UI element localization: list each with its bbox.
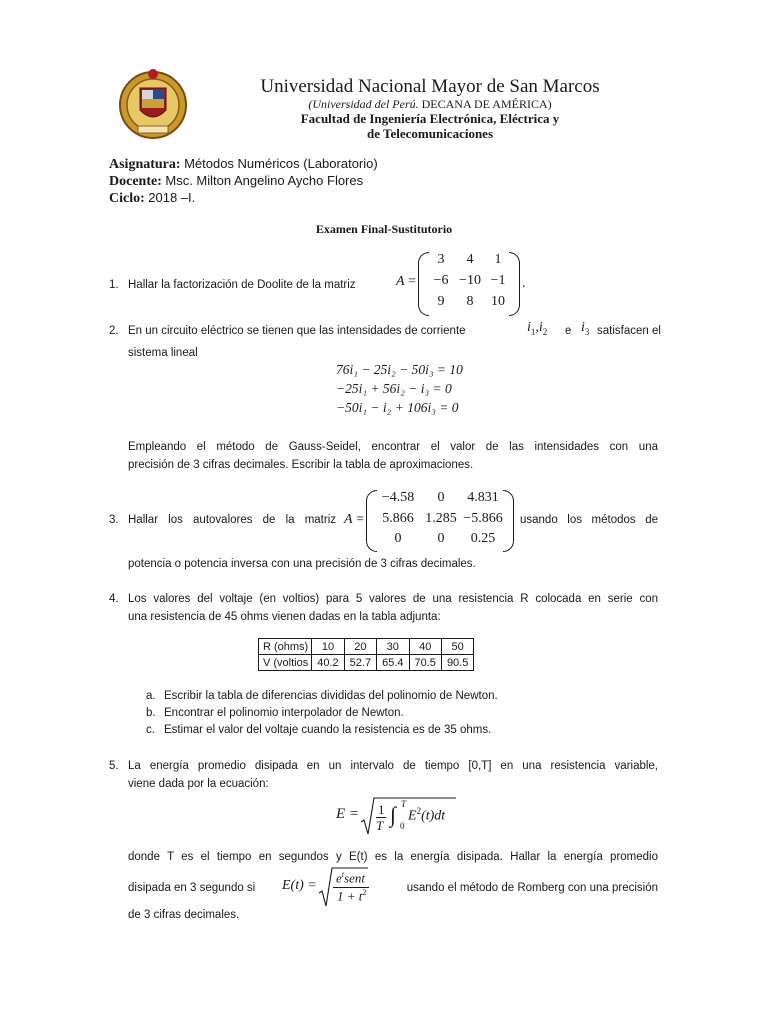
q4-item-b-text: Encontrar el polinomio interpolador de Newton.: [164, 707, 404, 719]
exam-title: Examen Final-Sustitutorio: [315, 222, 453, 236]
et-formula: [282, 866, 372, 906]
q5-paragraph-line2a: disipada en 3 segundo si: [128, 882, 256, 894]
matrix-cell: 1: [494, 252, 502, 267]
et-denominator: $1 + t^2$: [337, 888, 367, 904]
row-header-resistance: R (ohms): [259, 639, 312, 655]
q3-matrix-label: A =: [344, 512, 364, 527]
table-cell: 40.2: [312, 655, 344, 671]
q2-text: En un circuito eléctrico se tienen que las intensidades de corriente: [128, 325, 466, 337]
q2-currents: $i_1,i_2$: [527, 320, 548, 337]
matrix-cell: 9: [437, 294, 445, 309]
matrix-cell: 0: [437, 490, 445, 505]
faculty-line-1: Facultad de Ingeniería Electrónica, Eléctrica y: [300, 111, 560, 126]
et-lhs: E(t) =: [282, 878, 317, 893]
matrix-cell: 4.831: [467, 490, 499, 505]
q2-equation-3: −50i₁ − i₂ + 106i₃ = 0: [336, 400, 459, 415]
subject-label: Asignatura:: [109, 157, 181, 172]
formula-integrand: $E^2(t)dt$: [408, 806, 446, 824]
matrix-cell: 1.285: [425, 510, 457, 526]
q3-matrix-cells: [376, 490, 504, 552]
q2-current-3: $i_3$: [581, 320, 590, 337]
teacher-label: Docente:: [109, 174, 162, 189]
q2-number: 2.: [109, 325, 119, 337]
subject-value: Métodos Numéricos (Laboratorio): [184, 156, 378, 171]
table-row: [259, 639, 474, 655]
matrix-cell: 0: [394, 531, 402, 546]
subject-line: [109, 156, 378, 173]
cycle-value: 2018 –I.: [148, 190, 196, 205]
q2-text-line1: [128, 322, 516, 340]
table-cell: 40: [409, 639, 441, 655]
matrix-cell: −1: [490, 273, 506, 288]
table-cell: 65.4: [377, 655, 409, 671]
q3-text-line2: potencia o potencia inversa con una precisión de 3 cifras decimales.: [128, 558, 476, 570]
matrix-cell: 5.866: [382, 510, 414, 526]
integral-lower: 0: [400, 821, 405, 831]
table-cell: 50: [441, 639, 473, 655]
matrix-cell: −6: [433, 273, 449, 288]
q2-text-line2: sistema lineal: [128, 347, 198, 359]
q1-period: .: [522, 276, 526, 291]
matrix-cell: 10: [491, 294, 505, 309]
matrix-cell: 0.25: [470, 531, 496, 546]
q2-equation-2: −25i₁ + 56i₂ − i₃ = 0: [336, 381, 452, 396]
matrix-cell: −4.58: [381, 490, 415, 505]
q3-text-before: Hallar los autovalores de la matriz: [128, 514, 336, 526]
q2-text-tail: satisfacen el: [597, 325, 661, 337]
q4-text-line2: una resistencia de 45 ohms vienen dadas en la tabla adjunta:: [128, 611, 441, 623]
q4-item-a-marker: a.: [146, 690, 156, 702]
matrix-cell: −5.866: [463, 510, 503, 526]
table-cell: 30: [377, 639, 409, 655]
q4-item-a-text: Escribir la tabla de diferencias divididas del polinomio de Newton.: [164, 690, 498, 702]
q1-matrix-label: A =: [396, 274, 416, 289]
q2-equation-1: 76i₁ − 25i₂ − 50i₃ = 10: [336, 362, 463, 377]
formula-numerator: 1: [378, 802, 385, 817]
university-name: Universidad Nacional Mayor de San Marcos: [260, 76, 600, 97]
q1-number: 1.: [109, 279, 119, 291]
integral-sign: ∫: [390, 802, 397, 827]
table-cell: 70.5: [409, 655, 441, 671]
integral-upper: T: [401, 799, 407, 809]
table-cell: 90.5: [441, 655, 473, 671]
matrix-cell: −10: [459, 273, 481, 288]
q2-conjunction: e: [565, 325, 572, 337]
faculty-line-2: de Telecomunicaciones: [366, 126, 494, 141]
q5-paragraph-line3: de 3 cifras decimales.: [128, 909, 240, 921]
table-row: [259, 655, 474, 671]
q3-number: 3.: [109, 514, 119, 526]
teacher-line: [109, 173, 363, 190]
university-seal-logo: [118, 66, 188, 144]
q3-text-after: usando los métodos de: [520, 514, 658, 526]
q3-matrix: [366, 490, 514, 552]
matrix-cell: 3: [437, 252, 445, 267]
q2-paragraph-line1: Empleando el método de Gauss-Seidel, encontrar el valor de las intensidades con una: [128, 441, 658, 453]
subtitle-decana: DECANA DE AMÉRICA): [421, 97, 552, 111]
energy-formula: [336, 796, 456, 836]
cycle-label: Ciclo:: [109, 191, 145, 206]
university-subtitle: [200, 97, 660, 112]
q4-text-line1: Los valores del voltaje (en voltios) para 5 valores de una resistencia R colocada en serie con: [128, 593, 658, 605]
teacher-value: Msc. Milton Angelino Aycho Flores: [165, 173, 364, 188]
q5-number: 5.: [109, 760, 119, 772]
q1-matrix: [418, 252, 520, 316]
q4-item-b-marker: b.: [146, 707, 156, 719]
q4-number: 4.: [109, 593, 119, 605]
table-cell: 20: [344, 639, 376, 655]
cycle-line: [109, 190, 195, 207]
formula-lhs: E =: [336, 806, 360, 822]
q1-matrix-cells: [428, 252, 510, 316]
q1-text: Hallar la factorización de Doolite de la matriz: [128, 279, 356, 291]
matrix-cell: 8: [466, 294, 474, 309]
q5-paragraph-line1: donde T es el tiempo en segundos y E(t) es la energía disipada. Hallar la energía promedio: [128, 851, 658, 863]
formula-denominator: T: [376, 818, 384, 833]
subtitle-italic: (Universidad del Perú.: [308, 97, 419, 111]
table-cell: 10: [312, 639, 344, 655]
et-numerator: $e^tsent$: [336, 870, 365, 886]
right-paren: [509, 252, 520, 316]
q4-item-c-marker: c.: [146, 724, 155, 736]
table-cell: 52.7: [344, 655, 376, 671]
q5-text-line2: viene dada por la ecuación:: [128, 778, 269, 790]
q5-paragraph-line2b: usando el método de Romberg con una precisión: [406, 882, 658, 894]
q4-item-c-text: Estimar el valor del voltaje cuando la resistencia es de 35 ohms.: [164, 724, 492, 736]
resistance-voltage-table: [258, 638, 474, 671]
q2-paragraph-line2: precisión de 3 cifras decimales. Escribir la tabla de aproximaciones.: [128, 459, 474, 471]
row-header-voltage: V (voltios: [259, 655, 312, 671]
q5-text-line1: La energía promedio disipada en un intervalo de tiempo [0,T] en una resistencia variable,: [128, 760, 658, 772]
matrix-cell: 0: [437, 531, 445, 546]
right-paren: [503, 490, 514, 552]
matrix-cell: 4: [466, 252, 474, 267]
